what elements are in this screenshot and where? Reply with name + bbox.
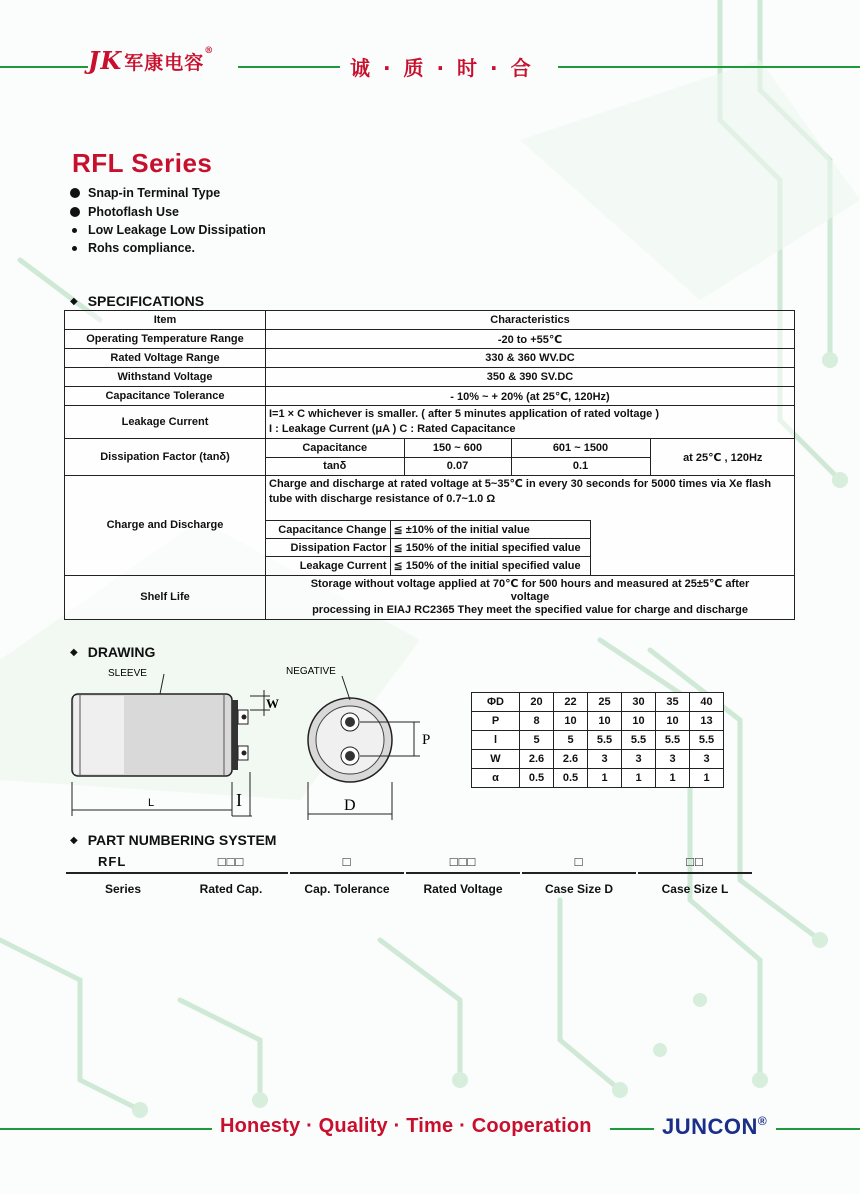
part-code: □ [574, 854, 584, 869]
table-row [65, 575, 795, 619]
table-row [472, 750, 724, 769]
table-row [65, 330, 795, 349]
part-code: RFL [98, 854, 127, 869]
part-underline [174, 872, 288, 874]
table-cell: 25 [588, 693, 622, 712]
bullet-icon [70, 188, 80, 198]
specifications-heading: ◆ SPECIFICATIONS [70, 293, 205, 309]
table-cell: 8 [520, 712, 554, 731]
table-cell: 10 [554, 712, 588, 731]
table-cell: 1 [690, 769, 724, 788]
table-row [472, 693, 724, 712]
leader-line [160, 674, 164, 694]
table-cell: 5.5 [622, 731, 656, 750]
part-underline [66, 872, 180, 874]
item-cell: Dissipation Factor (tanδ) [65, 439, 266, 476]
value-cell [266, 406, 795, 439]
value-cell: 350 & 390 SV.DC [266, 368, 795, 387]
shelf-line: Storage without voltage applied at 70℃ for 500 hours and measured at 25±5℃ after [310, 577, 750, 590]
table-cell: 1 [622, 769, 656, 788]
header-motto: 诚 · 质 · 时 · 合 [350, 56, 534, 80]
header-rule-mid [238, 66, 340, 68]
table-cell: 10 [588, 712, 622, 731]
part-label: Rated Cap. [199, 882, 263, 896]
table-cell: 40 [690, 693, 724, 712]
part-label: Case Size L [661, 882, 729, 896]
dim-label-w: W [266, 696, 279, 711]
value-cell [266, 439, 795, 476]
item-cell: Capacitance Tolerance [65, 387, 266, 406]
table-cell: 0.5 [554, 769, 588, 788]
table-cell: 13 [690, 712, 724, 731]
sub-cell: 150 ~ 600 [404, 439, 511, 457]
item-cell: Leakage Current [65, 406, 266, 439]
diamond-icon: ◆ [70, 646, 78, 658]
table-cell: 5 [520, 731, 554, 750]
terminal-base [232, 700, 238, 770]
shelf-line: voltage [510, 590, 550, 603]
table-cell: 1 [656, 769, 690, 788]
table-row [65, 349, 795, 368]
part-code: □ [342, 854, 352, 869]
value-cell: - 10% ~ + 20% (at 25℃, 120Hz) [266, 387, 795, 406]
sub-cell: tanδ [266, 457, 404, 475]
part-number-field [406, 852, 520, 896]
part-label: Cap. Tolerance [304, 882, 390, 896]
sub-cell: Leakage Current [266, 557, 390, 575]
dim-label-i: I [236, 790, 242, 810]
table-cell: 22 [554, 693, 588, 712]
table-row [65, 368, 795, 387]
value-cell [266, 476, 795, 576]
table-cell: 30 [622, 693, 656, 712]
table-cell: 3 [690, 750, 724, 769]
table-cell: 5 [554, 731, 588, 750]
part-number-field [638, 852, 752, 896]
value-cell: -20 to +55℃ [266, 330, 795, 349]
part-underline [406, 872, 520, 874]
table-row [65, 439, 795, 476]
sub-cell: Capacitance [266, 439, 404, 457]
table-row [65, 387, 795, 406]
sub-cell: 0.1 [511, 457, 650, 475]
part-number-field [66, 852, 180, 896]
part-code: □□ [686, 854, 704, 869]
item-cell: Withstand Voltage [65, 368, 266, 387]
table-row [472, 769, 724, 788]
table-row [65, 476, 795, 576]
item-cell: Shelf Life [65, 575, 266, 619]
table-row [65, 311, 795, 330]
table-cell: ΦD [472, 693, 520, 712]
part-number-field [174, 852, 288, 896]
header-rule-left [0, 66, 88, 68]
sub-cell: Dissipation Factor [266, 539, 390, 557]
table-row [65, 406, 795, 439]
table-cell: α [472, 769, 520, 788]
drawing-heading: ◆ DRAWING [70, 644, 156, 660]
table-cell: 2.6 [520, 750, 554, 769]
brand-logo: JK 军康电容® [88, 46, 215, 75]
dim-label-l: L [148, 797, 155, 809]
shelf-line: processing in EIAJ RC2365 They meet the specified value for charge and discharge [312, 603, 748, 616]
sleeve-label: SLEEVE [108, 668, 147, 679]
sub-cell: ≦ ±10% of the initial value [390, 521, 590, 539]
footer-rule-left [0, 1128, 212, 1130]
part-code: □□□ [217, 854, 245, 869]
feature-item: Photoflash Use [70, 205, 179, 219]
table-cell: 5.5 [588, 731, 622, 750]
sub-cell: Capacitance Change [266, 521, 390, 539]
table-cell: 3 [588, 750, 622, 769]
dim-label-d: D [344, 797, 356, 814]
header-cell: Characteristics [266, 311, 795, 330]
table-cell: 3 [622, 750, 656, 769]
table-cell: 3 [656, 750, 690, 769]
table-cell: 10 [622, 712, 656, 731]
table-cell: 5.5 [690, 731, 724, 750]
sub-cell: 601 ~ 1500 [511, 439, 650, 457]
table-cell: 5.5 [656, 731, 690, 750]
part-label: Series [104, 882, 142, 896]
footer-brand: JUNCON® [662, 1114, 768, 1139]
table-cell: 20 [520, 693, 554, 712]
part-number-field [522, 852, 636, 896]
part-number-field [290, 852, 404, 896]
header-cell: Item [65, 311, 266, 330]
diamond-icon: ◆ [70, 834, 78, 846]
sub-cell: ≦ 150% of the initial specified value [390, 557, 590, 575]
part-label: Case Size D [544, 882, 614, 896]
body-highlight [74, 696, 124, 774]
item-cell: Operating Temperature Range [65, 330, 266, 349]
charge-discharge-text: Charge and discharge at rated voltage at 5~35℃ in every 30 seconds for 5000 times via Xe flash tube with discharge resistance of 0.7~1.0 Ω [269, 478, 772, 505]
footer-rule-mid [610, 1128, 654, 1130]
capacitor-drawing [60, 660, 440, 826]
table-cell: 10 [656, 712, 690, 731]
feature-item: Low Leakage Low Dissipation [70, 223, 266, 237]
leakage-line: I : Leakage Current (μA ) C : Rated Capacitance [269, 423, 516, 435]
specifications-table [64, 310, 795, 620]
dim-label-p: P [422, 732, 431, 748]
sub-cell: ≦ 150% of the initial specified value [390, 539, 590, 557]
negative-label: NEGATIVE [286, 666, 336, 677]
value-cell: 330 & 360 WV.DC [266, 349, 795, 368]
table-cell: W [472, 750, 520, 769]
footer-motto: Honesty · Quality · Time · Cooperation [220, 1115, 592, 1137]
table-cell: 1 [588, 769, 622, 788]
table-row [472, 731, 724, 750]
dimension-table [471, 692, 724, 788]
table-cell: P [472, 712, 520, 731]
part-numbering-heading: ◆ PART NUMBERING SYSTEM [70, 832, 277, 848]
table-cell: 35 [656, 693, 690, 712]
footer-rule-right [776, 1128, 860, 1130]
feature-item: Snap-in Terminal Type [70, 186, 220, 200]
bullet-icon [72, 246, 77, 251]
charge-discharge-subtable [266, 520, 591, 575]
leakage-line: I=1 × C whichever is smaller. ( after 5 minutes application of rated voltage ) [269, 408, 660, 420]
bullet-icon [70, 207, 80, 217]
item-cell: Charge and Discharge [65, 476, 266, 576]
leader-line [342, 676, 350, 700]
item-cell: Rated Voltage Range [65, 349, 266, 368]
value-cell [266, 575, 795, 619]
diamond-icon: ◆ [70, 295, 78, 307]
header-rule-right [558, 66, 860, 68]
sub-cell: at 25℃ , 120Hz [650, 439, 795, 475]
part-label: Rated Voltage [423, 882, 503, 896]
page-title: RFL Series [72, 148, 213, 178]
dissipation-subtable [266, 439, 795, 475]
bullet-icon [72, 228, 77, 233]
table-row [472, 712, 724, 731]
part-code: □□□ [449, 854, 477, 869]
table-cell: 0.5 [520, 769, 554, 788]
feature-item: Rohs compliance. [70, 241, 195, 255]
part-underline [522, 872, 636, 874]
part-underline [290, 872, 404, 874]
part-underline [638, 872, 752, 874]
sub-cell: 0.07 [404, 457, 511, 475]
table-cell: l [472, 731, 520, 750]
table-cell: 2.6 [554, 750, 588, 769]
